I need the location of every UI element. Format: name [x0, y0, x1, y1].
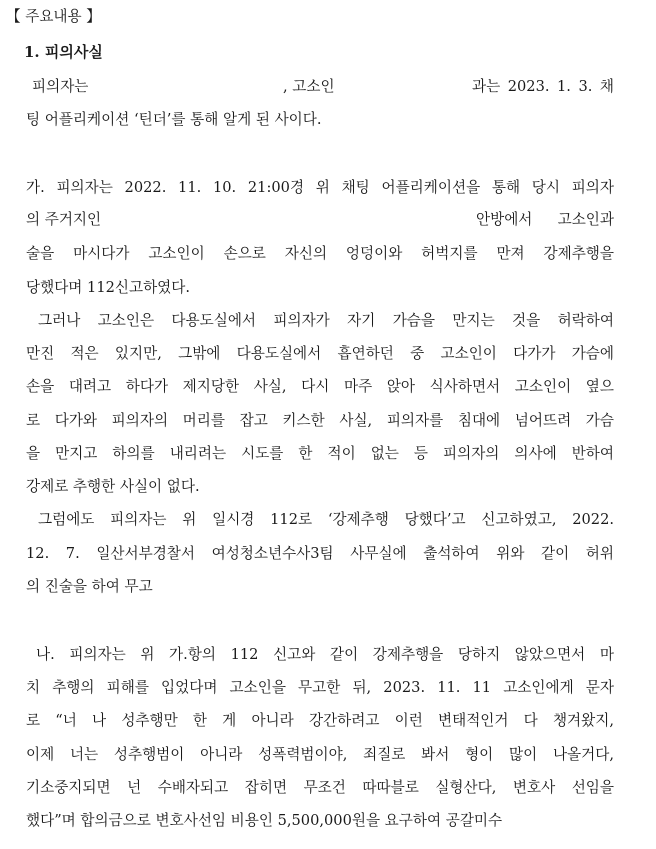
intro-line-1-part-b: , 고소인	[283, 78, 335, 95]
para-ga-line-6: 만진 적은 있지만, 그밖에 다용도실에서 흡연하던 중 고소인이 다가가 가슴에	[26, 345, 614, 362]
section-title: 1. 피의사실	[24, 43, 103, 61]
para-ga-line-2-part-a: 의 주거지인	[26, 211, 102, 228]
para-ga-line-3: 술을 마시다가 고소인이 손으로 자신의 엉덩이와 허벅지를 만져 강제추행을	[26, 245, 614, 262]
para-na-line-6: 했다”며 합의금으로 변호사선임 비용인 5,500,000원을 요구하여 공갈미수	[26, 812, 503, 829]
para-ga-line-11: 그럼에도 피의자는 위 일시경 112로 ‘강제추행 당했다’고 신고하였고, 2022.	[38, 511, 614, 528]
intro-line-1-part-a: 피의자는	[32, 78, 89, 95]
section-header: 【 주요내용 】	[6, 8, 101, 25]
para-na-line-2: 치 추행의 피해를 입었다며 고소인을 무고한 뒤, 2023. 11. 11 고소인에게 문자	[26, 679, 614, 696]
para-ga-line-10: 강제로 추행한 사실이 없다.	[26, 478, 200, 495]
para-na-line-3: 로 “너 나 성추행만 한 게 아니라 강간하려고 이런 변태적인거 다 챙겨왔지,	[26, 712, 614, 729]
para-ga-line-5: 그러나 고소인은 다용도실에서 피의자가 자기 가슴을 만지는 것을 허락하여	[38, 312, 614, 329]
para-ga-line-9: 을 만지고 하의를 내리려는 시도를 한 적이 없는 등 피의자의 의사에 반하여	[26, 445, 614, 462]
para-ga-line-1: 가. 피의자는 2022. 11. 10. 21:00경 위 채팅 어플리케이션을 통해 당시 피의자	[26, 179, 614, 196]
para-ga-line-13: 의 진술을 하여 무고	[26, 578, 153, 595]
para-ga-line-4: 당했다며 112신고하였다.	[26, 279, 191, 296]
para-ga-line-12: 12. 7. 일산서부경찰서 여성청소년수사3팀 사무실에 출석하여 위와 같이 허위	[26, 545, 614, 562]
intro-line-2: 팅 어플리케이션 ‘틴더’를 통해 알게 된 사이다.	[26, 111, 322, 128]
para-ga-line-8: 로 다가와 피의자의 머리를 잡고 키스한 사실, 피의자를 침대에 넘어뜨려 가슴	[26, 412, 614, 429]
intro-line-1-part-c: 과는 2023. 1. 3. 채	[472, 78, 614, 95]
para-na-line-1: 나. 피의자는 위 가.항의 112 신고와 같이 강제추행을 당하지 않았으면서 마	[36, 646, 614, 663]
para-ga-line-2-part-b: 안방에서 고소인과	[476, 211, 614, 228]
para-na-line-4: 이제 너는 성추행범이 아니라 성폭력범이야, 죄질로 봐서 형이 많이 나올거다,	[26, 746, 614, 763]
para-na-line-5: 기소중지되면 넌 수배자되고 잡히면 무조건 따따블로 실형산다, 변호사 선임을	[26, 779, 614, 796]
para-ga-line-7: 손을 대려고 하다가 제지당한 사실, 다시 마주 앉아 식사하면서 고소인이 옆으	[26, 378, 614, 395]
